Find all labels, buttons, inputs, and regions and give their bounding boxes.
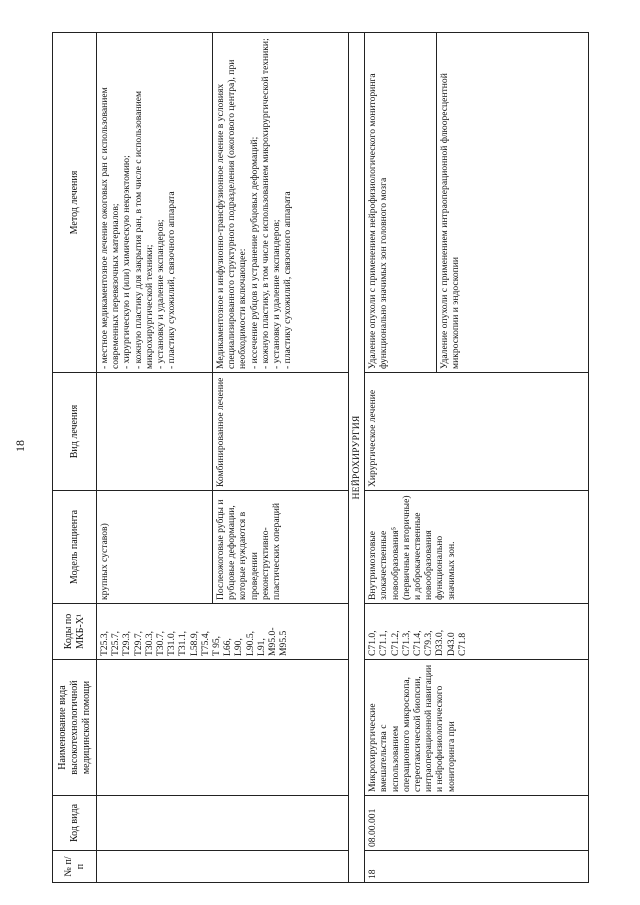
method-line: - установку и удаление экспандеров; [271,219,283,369]
method-line: - кожную пластику, в том числе с использованием микрохирургической техники; [259,38,271,369]
method-line: - кожную пластику для закрытия ран, в том числе с использованием микрохирургической техники; [132,90,155,369]
icd-code: C71.0, [367,630,379,656]
prev-num-cell [97,851,349,883]
icd-code: M95.0-M95.5 [267,627,290,656]
icd-code: C71.3, [400,630,412,656]
method-line: - пластику сухожилий, связочного аппарата [166,191,178,369]
icd-code: C71.8 [456,632,468,656]
method-line: - установку и удаление экспандеров; [155,219,167,369]
icd-code: T29.7, [132,630,144,656]
icd-code: C79.3, [423,630,435,656]
icd-code: T30.7, [155,630,167,656]
prev-row-1 [97,33,213,883]
header-model: Модель пациента [53,491,97,604]
row18-name: Микрохирургические вмешательства с использованием операционного микроскопа, стереотаксической биопсии, интраоперационной навигации и нейрофизиологического мониторинга при [365,660,589,796]
header-row [53,33,97,883]
header-name: Наименование вида высокотехнологичной медицинской помощи [53,660,97,796]
icd-code: C71.4, [412,630,424,656]
method-line: Медикаментозное и инфузионно-трансфузионное лечение в условиях специализированного структурного подразделения (ожогового центра), при необходимости включающее: [215,59,249,369]
prev-name-cell [97,660,349,796]
icd-code: L91, [255,638,267,656]
rotated-table-sheet [52,33,586,883]
icd-code: C71.2, [389,630,401,656]
icd-code: D33.0, [434,629,446,656]
prev-method2-cell [213,33,349,373]
row18-type: Хирургическое лечение [365,373,589,491]
icd-code: C71.1, [378,630,390,656]
method-line: - местное медикаментозное лечение ожоговых ран с использованием современных перевязочных материалов; [99,87,122,369]
header-type: Вид лечения [53,373,97,491]
row18-num: 18 [365,851,589,883]
prev-method-cell [97,33,213,373]
row18-code: 08.00.001 [365,796,589,851]
header-icd: Коды по МКБ-X¹ [53,604,97,660]
method-line: - пластику сухожилий, связочного аппарата [282,191,294,369]
prev-type-cell [97,373,213,491]
header-code: Код вида [53,796,97,851]
prev-type2-cell: Комбинированное лечение [213,373,349,491]
prev-icd-cell [97,604,349,660]
row18-method1: Удаление опухоли с применением нейрофизиологического мониторинга функционально значимых зон головного мозга [365,33,437,373]
icd-code: L58.9, [188,630,200,656]
icd-code: L66, [222,638,234,656]
method-line: - хирургическую и (или) химическую некрэктомию; [121,155,133,369]
row18-icd-cell [365,604,589,660]
section-row [349,33,365,883]
icd-code: L90.5, [244,630,256,656]
icd-code: T31.0, [166,630,178,656]
icd-code: T29.3, [121,630,133,656]
icd-code: T 95, [211,635,223,656]
prev-model-cell: крупных суставов) [97,491,213,604]
row18-model: Внутримозговые злокачественные новообразования⁵ (первичные и вторичные) и доброкачественные новообразования функционально значимых зон. [365,491,589,604]
section-title: НЕЙРОХИРУРГИЯ [349,33,365,883]
services-table [52,32,589,883]
prev-model2-cell: Послеожоговые рубцы и рубцовые деформации, которые нуждаются в проведении реконструктивно-пластических операций [213,491,349,604]
row18-method2: Удаление опухоли с применением интраоперационной флюоресцентной микроскопии и эндоскопии [437,33,589,373]
icd-code: T25.3, [99,630,110,656]
icd-code: T25.7, [110,630,122,656]
method-line: - иссечение рубцов и устранение рубцовых деформаций; [248,136,260,369]
header-num: № п/п [53,851,97,883]
row-18-a [365,33,437,883]
icd-code: D43.0 [445,632,457,656]
header-method: Метод лечения [53,33,97,373]
icd-code: T75.4, [199,630,211,656]
prev-icd-list [99,607,289,656]
icd-code: L90, [233,638,245,656]
page-number: 18 [13,440,27,452]
prev-code-cell [97,796,349,851]
icd-code: T30.3, [143,630,155,656]
icd-code: T31.1, [177,630,189,656]
